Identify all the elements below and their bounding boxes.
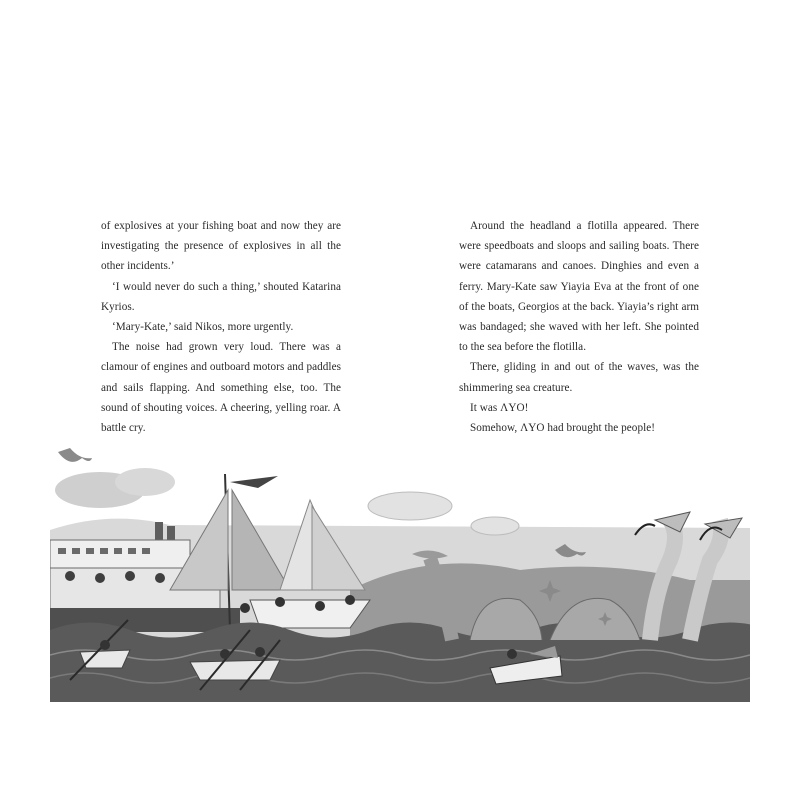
paragraph: There, gliding in and out of the waves, was the shimmering sea creature. [459, 361, 699, 394]
paragraph: of explosives at your fishing boat and now they are investigating the presence of explosives in all the other incidents.’ [101, 220, 341, 273]
left-page-text [101, 216, 341, 438]
right-page-text [459, 216, 699, 438]
paragraph: It was ΛYO! [470, 401, 529, 414]
flotilla-illustration [50, 440, 750, 702]
paragraph: Around the headland a flotilla appeared. There were speedboats and sloops and sailing boats. There were catamarans and canoes. Dinghies and even a ferry. Mary-Kate saw Yiayia Eva at the front of one of the boats, Georgios at the back. Yiayia’s right arm was bandaged; she waved with her left. She pointed to the sea before the flotilla. [459, 220, 699, 354]
paragraph: ‘Mary-Kate,’ said Nikos, more urgently. [112, 321, 294, 334]
paragraph: Somehow, ΛYO had brought the people! [470, 422, 656, 435]
paragraph: The noise had grown very loud. There was a clamour of engines and outboard motors and paddles and sails flapping. And something else, too. The sound of shouting voices. A cheering, yelling roar. A battle cry. [101, 341, 341, 435]
paragraph: ‘I would never do such a thing,’ shouted Katarina Kyrios. [101, 280, 341, 313]
